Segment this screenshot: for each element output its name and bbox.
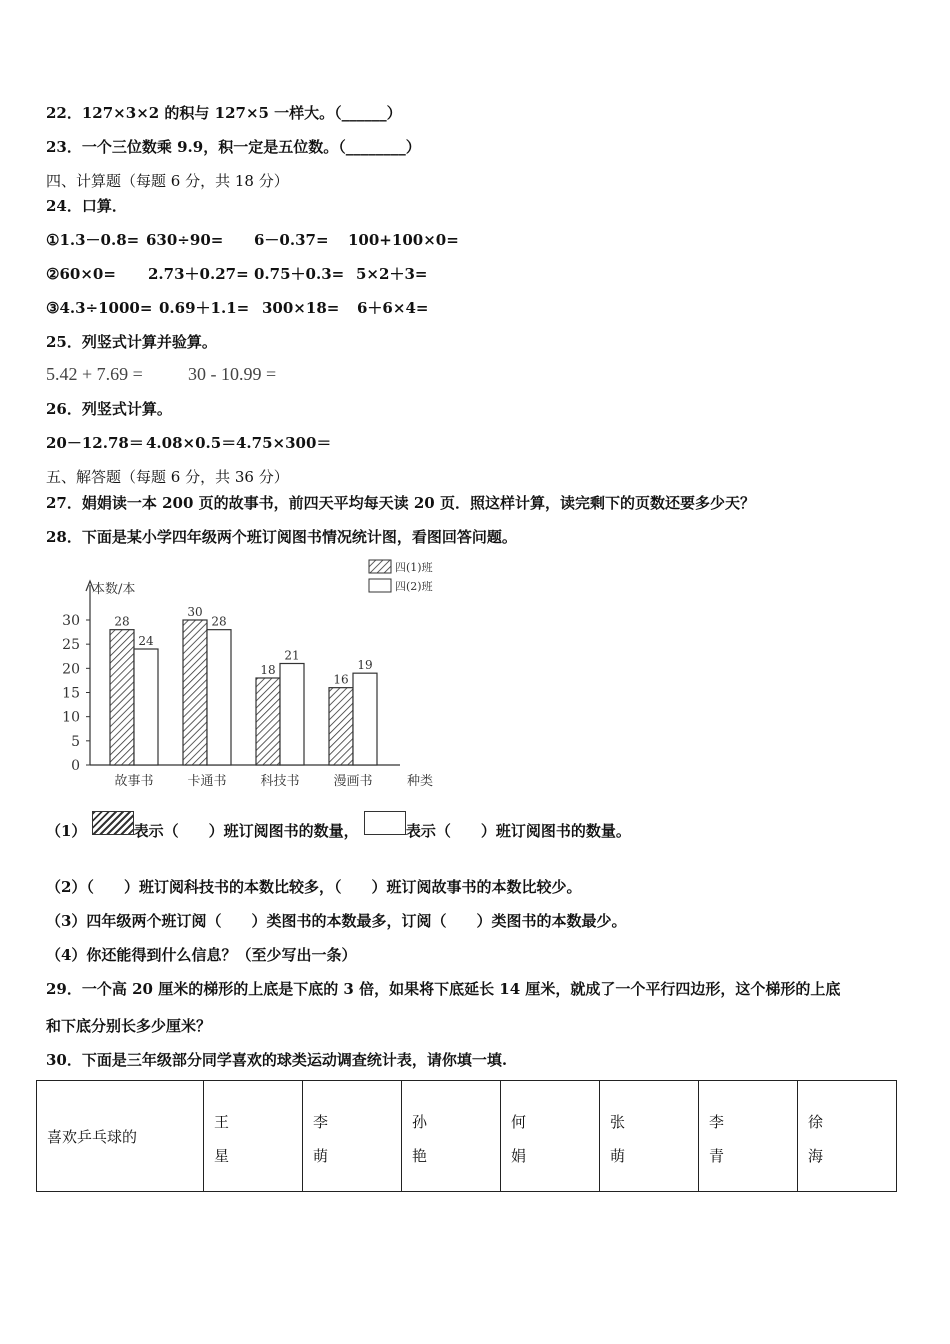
q26-items: [46, 433, 331, 453]
name-char: 徐: [808, 1113, 824, 1131]
q28-part-3: （3）四年级两个班订阅（ ）类图书的本数最多，订阅（ ）类图书的本数最少。: [46, 912, 627, 930]
section-4-heading: 四、计算题（每题 6 分，共 18 分）: [46, 172, 289, 190]
name-char: 萌: [610, 1147, 626, 1165]
q25-item: 5.42 + 7.69 =: [46, 364, 143, 384]
bar: [110, 630, 134, 765]
table-cell: [402, 1081, 501, 1192]
q24-item: 300×18=: [262, 299, 340, 317]
name-char: 青: [709, 1147, 725, 1165]
y-axis-label: 本数/本: [92, 582, 136, 597]
bar: [256, 678, 280, 765]
q24-row-3: [46, 298, 428, 318]
y-tick-label: 10: [62, 709, 80, 726]
question-22: 22．127×3×2 的积与 127×5 一样大。（______）: [46, 104, 402, 122]
name-char: 星: [214, 1147, 230, 1165]
bar-chart: [55, 555, 455, 795]
q24-item: 0.69＋1.1=: [159, 299, 250, 317]
x-axis-label: 种类: [407, 774, 434, 789]
name-char: 李: [313, 1113, 329, 1131]
legend-label: 四(1)班: [395, 561, 433, 574]
y-tick-label: 25: [62, 637, 80, 654]
data-label: 30: [187, 605, 203, 619]
x-tick-label: 故事书: [114, 774, 154, 789]
q24-item: 6－0.37=: [254, 231, 329, 249]
table-header-cell: 喜欢乒乓球的: [37, 1081, 204, 1192]
legend-swatch: [369, 560, 391, 573]
name-char: 张: [610, 1113, 626, 1131]
part-1-text-b: 表示（ ）班订阅图书的数量。: [405, 822, 631, 840]
data-label: 24: [138, 634, 154, 648]
bar: [183, 620, 207, 765]
name-char: 孙: [412, 1113, 428, 1131]
table-cell: [798, 1081, 897, 1192]
plain-legend-swatch: [364, 811, 406, 835]
question-25: 25．列竖式计算并验算。: [46, 333, 217, 351]
q24-row-2: [46, 264, 427, 284]
question-26: 26．列竖式计算。: [46, 400, 172, 418]
bar: [280, 664, 304, 766]
y-tick-label: 20: [62, 661, 80, 678]
part-1-label: （1）: [46, 822, 87, 840]
name-char: 艳: [412, 1147, 428, 1165]
q24-item: 6＋6×4=: [357, 299, 429, 317]
q24-item: ②60×0=: [46, 265, 116, 283]
q28-part-2: （2）（ ）班订阅科技书的本数比较多，（ ）班订阅故事书的本数比较少。: [46, 878, 582, 896]
question-27: 27．娟娟读一本 200 页的故事书，前四天平均每天读 20 页．照这样计算，读完剩下的页数还要多少天？: [46, 494, 755, 512]
q25-item: 30 - 10.99 =: [188, 364, 277, 384]
table-cell: [204, 1081, 303, 1192]
q28-part-4: （4）你还能得到什么信息？（至少写出一条）: [46, 946, 357, 964]
x-tick-label: 科技书: [260, 774, 300, 789]
q24-item: 2.73＋0.27=: [148, 265, 249, 283]
y-tick-label: 0: [71, 758, 80, 774]
data-label: 28: [211, 614, 227, 629]
hatched-legend-swatch: [92, 811, 134, 835]
question-29-line-2: 和下底分别长多少厘米？: [46, 1017, 212, 1035]
bar: [329, 688, 353, 765]
question-23: 23．一个三位数乘 9.9，积一定是五位数。（________）: [46, 138, 421, 156]
name-char: 王: [214, 1113, 230, 1131]
table-cell: [699, 1081, 798, 1192]
q24-item: ③4.3÷1000=: [46, 299, 153, 317]
x-tick-label: 漫画书: [333, 774, 373, 789]
data-label: 28: [114, 614, 130, 629]
q26-item: 20－12.78＝: [46, 434, 144, 452]
name-char: 何: [511, 1113, 527, 1131]
table-cell: [303, 1081, 402, 1192]
name-char: 李: [709, 1113, 725, 1131]
question-28: 28．下面是某小学四年级两个班订阅图书情况统计图，看图回答问题。: [46, 528, 517, 546]
name-char: 娟: [511, 1147, 527, 1165]
question-24: 24．口算．: [46, 197, 127, 215]
q24-item: 100+100×0=: [348, 231, 459, 249]
table-cell: [501, 1081, 600, 1192]
question-29-line-1: 29．一个高 20 厘米的梯形的上底是下底的 3 倍，如果将下底延长 14 厘米，就成了一个平行四边形，这个梯形的上底: [46, 980, 841, 998]
q25-items: [46, 364, 276, 384]
section-5-heading: 五、解答题（每题 6 分，共 36 分）: [46, 468, 289, 486]
q24-item: 630÷90=: [146, 231, 224, 249]
table-row: [37, 1081, 897, 1192]
q24-item: ①1.3－0.8=: [46, 231, 140, 249]
y-tick-label: 15: [62, 685, 80, 702]
data-label: 19: [357, 658, 373, 673]
bar: [353, 673, 377, 765]
y-tick-label: 30: [62, 613, 80, 629]
legend-label: 四(2)班: [395, 580, 433, 593]
bar: [134, 649, 158, 765]
q26-item: 4.08×0.5＝: [146, 434, 237, 452]
question-30: 30．下面是三年级部分同学喜欢的球类运动调查统计表，请你填一填.: [46, 1051, 508, 1069]
data-label: 16: [333, 672, 349, 687]
part-1-text-a: 表示（ ）班订阅图书的数量，: [133, 822, 359, 840]
q24-row-1: [46, 230, 459, 250]
name-char: 海: [808, 1147, 824, 1165]
q24-item: 5×2＋3=: [356, 265, 428, 283]
q24-item: 0.75＋0.3=: [254, 265, 345, 283]
y-tick-label: 5: [71, 733, 80, 750]
q28-part-1: [46, 820, 631, 844]
data-label: 21: [284, 648, 300, 663]
survey-table: [36, 1080, 897, 1192]
bar: [207, 630, 231, 765]
table-cell: [600, 1081, 699, 1192]
name-char: 萌: [313, 1147, 329, 1165]
data-label: 18: [260, 663, 276, 677]
q26-item: 4.75×300＝: [236, 434, 332, 452]
legend-swatch: [369, 579, 391, 592]
x-tick-label: 卡通书: [187, 774, 227, 789]
